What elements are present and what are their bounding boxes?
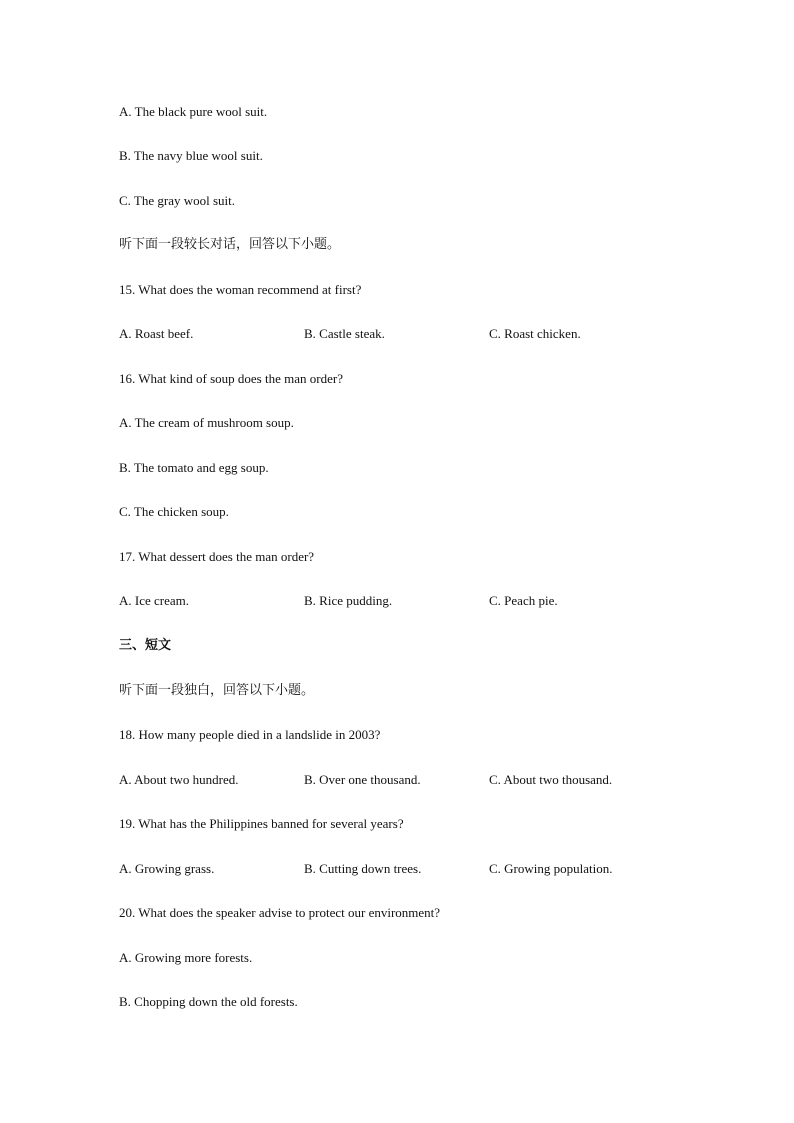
q17-option-a: A. Ice cream. <box>119 593 190 608</box>
q20-option-b: B. Chopping down the old forests. <box>119 994 298 1009</box>
question-15: 15. What does the woman recommend at first? <box>119 282 362 297</box>
q19-option-b: B. Cutting down trees. <box>304 861 422 876</box>
q14-option-b: B. The navy blue wool suit. <box>119 148 263 163</box>
monologue-instruction: 听下面一段独白，回答以下小题。 <box>119 683 315 698</box>
question-17: 17. What dessert does the man order? <box>119 549 315 564</box>
question-19: 19. What has the Philippines banned for several years? <box>119 816 404 831</box>
q18-option-c: C. About two thousand. <box>489 772 613 787</box>
q17-option-b: B. Rice pudding. <box>304 593 393 608</box>
q18-option-b: B. Over one thousand. <box>304 772 421 787</box>
q15-option-b: B. Castle steak. <box>304 326 385 341</box>
q18-option-a: A. About two hundred. <box>119 772 239 787</box>
q20-option-a: A. Growing more forests. <box>119 950 253 965</box>
dialogue-instruction: 听下面一段较长对话，回答以下小题。 <box>119 237 341 252</box>
q17-option-c: C. Peach pie. <box>489 593 558 608</box>
q19-option-a: A. Growing grass. <box>119 861 215 876</box>
q14-option-c: C. The gray wool suit. <box>119 193 236 208</box>
q19-option-c: C. Growing population. <box>489 861 613 876</box>
q15-option-c: C. Roast chicken. <box>489 326 581 341</box>
question-18: 18. How many people died in a landslide in 2003? <box>119 727 381 742</box>
q16-option-b: B. The tomato and egg soup. <box>119 460 269 475</box>
q16-option-c: C. The chicken soup. <box>119 504 229 519</box>
q14-option-a: A. The black pure wool suit. <box>119 104 268 119</box>
q16-option-a: A. The cream of mushroom soup. <box>119 415 294 430</box>
section-3-heading: 三、短文 <box>119 638 172 653</box>
question-20: 20. What does the speaker advise to protect our environment? <box>119 905 441 920</box>
q15-option-a: A. Roast beef. <box>119 326 194 341</box>
question-16: 16. What kind of soup does the man order? <box>119 371 343 386</box>
